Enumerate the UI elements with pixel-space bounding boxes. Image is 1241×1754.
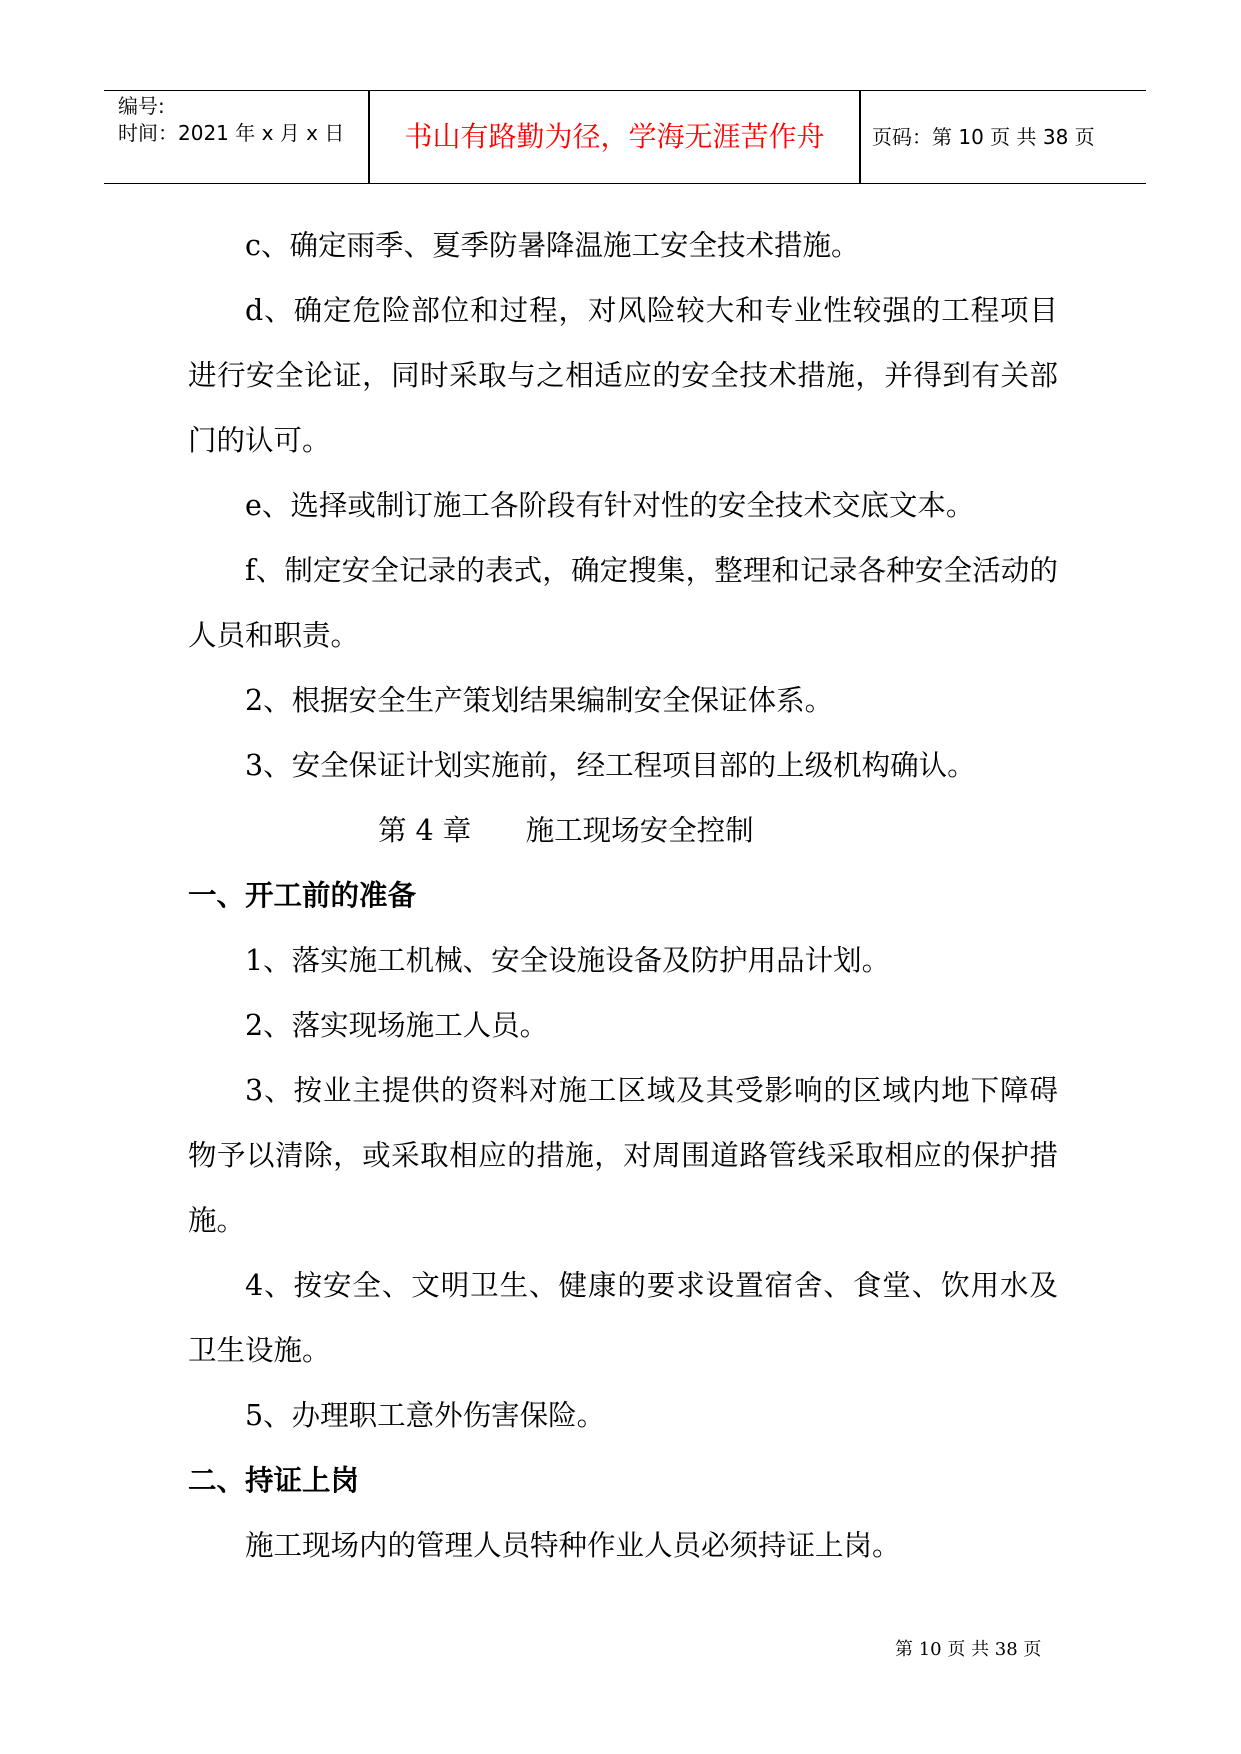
paragraph-3: 3、安全保证计划实施前，经工程项目部的上级机构确认。	[245, 749, 976, 782]
paragraph-d: d、确定危险部位和过程，对风险较大和专业性较强的工程项目进行安全论证，同时采取与之相适应的安全技术措施，并得到有关部门的认可。	[188, 294, 1058, 457]
serial-number-label: 编号:	[118, 94, 165, 118]
page-header	[104, 90, 1146, 184]
paragraph-f: f、制定安全记录的表式，确定搜集，整理和记录各种安全活动的人员和职责。	[188, 554, 1058, 652]
document-body	[188, 213, 1058, 1578]
chapter-heading: 第 4 章 施工现场安全控制	[378, 814, 754, 847]
header-divider-right	[859, 91, 861, 183]
paragraph-c: c、确定雨季、夏季防暑降温施工安全技术措施。	[245, 229, 860, 262]
section-heading-2: 二、持证上岗	[188, 1464, 360, 1497]
list-item-2: 2、落实现场施工人员。	[245, 1009, 549, 1042]
header-motto: 书山有路勤为径，学海无涯苦作舟	[404, 120, 825, 153]
section-heading-1: 一、开工前的准备	[188, 879, 417, 912]
list-item-1: 1、落实施工机械、安全设施设备及防护用品计划。	[245, 944, 891, 977]
header-page-info: 页码：第 10 页 共 38 页	[872, 125, 1095, 149]
list-item-5: 5、办理职工意外伤害保险。	[245, 1399, 606, 1432]
list-item-3: 3、按业主提供的资料对施工区域及其受影响的区域内地下障碍物予以清除，或采取相应的措施，对周围道路管线采取相应的保护措施。	[188, 1074, 1058, 1237]
paragraph-2: 2、根据安全生产策划结果编制安全保证体系。	[245, 684, 834, 717]
list-item-4: 4、按安全、文明卫生、健康的要求设置宿舍、食堂、饮用水及卫生设施。	[188, 1269, 1058, 1367]
date-label: 时间：2021 年 x 月 x 日	[118, 121, 345, 145]
paragraph-certification: 施工现场内的管理人员特种作业人员必须持证上岗。	[245, 1529, 901, 1562]
paragraph-e: e、选择或制订施工各阶段有针对性的安全技术交底文本。	[245, 489, 975, 522]
page-footer: 第 10 页 共 38 页	[895, 1639, 1042, 1660]
